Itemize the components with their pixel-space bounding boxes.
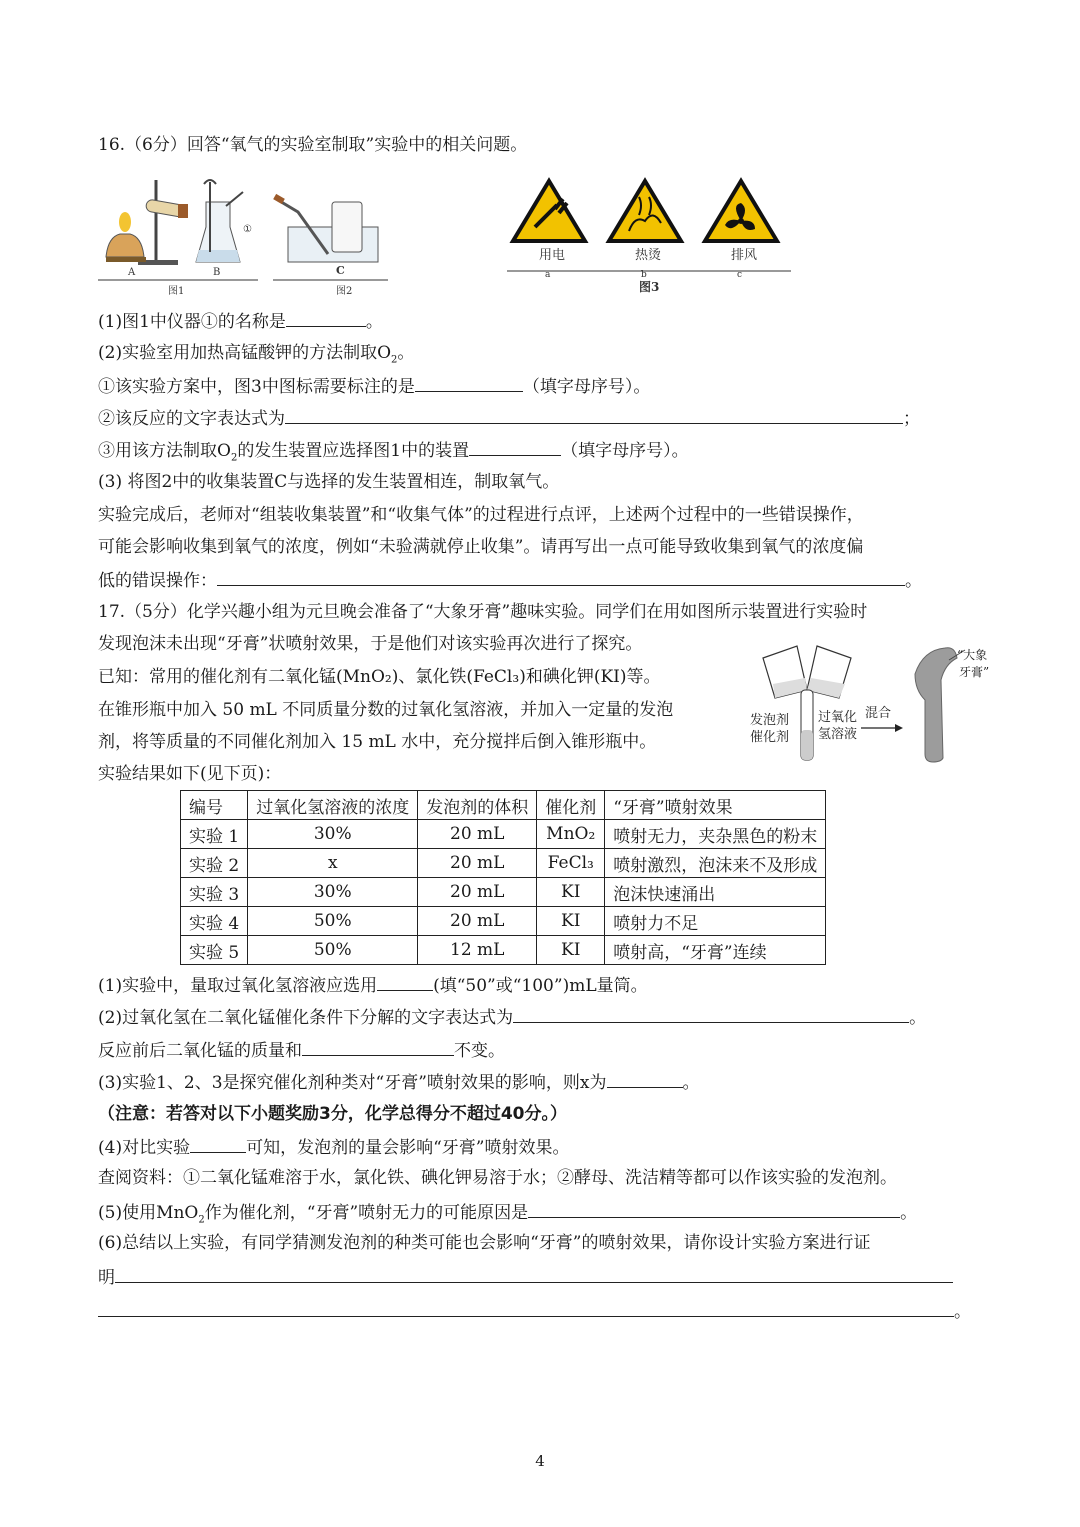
svg-text:热烫: 热烫 — [635, 248, 662, 263]
q16-part3: (3) 将图2中的收集装置C与选择的发生装置相连，制取氧气。 — [98, 472, 560, 492]
table-header-cell: 编号 — [181, 791, 248, 820]
q16-part2b: ②该反应的文字表达式为 ； — [98, 405, 920, 431]
svg-text:图3: 图3 — [639, 280, 660, 294]
svg-text:图2: 图2 — [336, 286, 353, 297]
q17-reference: 查阅资料：①二氧化锰难溶于水，氯化铁、碘化钾易溶于水；②酵母、洗洁精等都可以作该实验的发泡剂。 — [98, 1168, 897, 1188]
table-header-cell: 过氧化氢溶液的浓度 — [248, 791, 418, 820]
q17-sub6-line2: 明 — [98, 1264, 953, 1290]
page-number: 4 — [535, 1452, 545, 1470]
q17-sub2: (2)过氧化氢在二氧化锰催化条件下分解的文字表达式为 。 — [98, 1004, 926, 1030]
q17-method-line1: 在锥形瓶中加入 50 mL 不同质量分数的过氧化氢溶液，并加入一定量的发泡 — [98, 700, 674, 720]
svg-text:催化剂: 催化剂 — [750, 730, 790, 745]
svg-text:用电: 用电 — [539, 248, 566, 263]
bonus-note: （注意：若答对以下小题奖励3分，化学总得分不超过40分。） — [98, 1104, 567, 1124]
q17-header-line1: 17.（5分）化学兴趣小组为元旦晚会准备了“大象牙膏”趣味实验。同学们在用如图所示装置进行实验时 — [98, 602, 868, 622]
q17-sub5: (5)使用MnO$_2$作为催化剂，“牙膏”喷射无力的可能原因是 。 — [98, 1199, 917, 1232]
svg-text:排风: 排风 — [731, 248, 758, 263]
svg-text:图1: 图1 — [168, 286, 185, 297]
q17-header-line2: 发现泡沫未出现“牙膏”状喷射效果，于是他们对该实验再次进行了探究。 — [98, 634, 643, 654]
svg-text:B: B — [213, 267, 221, 278]
svg-text:“大象: “大象 — [957, 648, 988, 662]
q16-part2: (2)实验室用加热高锰酸钾的方法制取$O_2$。 — [98, 343, 415, 366]
answer-blank[interactable] — [190, 1134, 246, 1153]
svg-text:b: b — [641, 270, 647, 280]
svg-text:过氧化: 过氧化 — [818, 710, 858, 725]
answer-blank[interactable] — [302, 1037, 454, 1056]
apparatus-figure — [98, 172, 388, 300]
safety-signs-figure — [505, 175, 795, 297]
svg-text:混合: 混合 — [865, 706, 892, 721]
table-header-cell: 发泡剂的体积 — [418, 791, 537, 820]
hot-surface-warning-icon — [609, 181, 681, 241]
q16-part2c: ③用该方法制取$O_2$的发生装置应选择图1中的装置 （填字母序号）。 — [98, 437, 689, 470]
q17-sub2b: 反应前后二氧化锰的质量和 不变。 — [98, 1037, 505, 1063]
q17-sub3: (3)实验1、2、3是探究催化剂种类对“牙膏”喷射效果的影响，则x为 。 — [98, 1069, 700, 1095]
table-header-cell: “牙膏”喷射效果 — [605, 791, 826, 820]
answer-blank[interactable] — [217, 567, 905, 586]
q16-part3-line2: 可能会影响收集到氧气的浓度，例如“未验满就停止收集”。请再写出一点可能导致收集到氧气的浓度偏 — [98, 537, 864, 557]
table-header-row — [181, 791, 826, 820]
q17-method-line2: 剂，将等质量的不同催化剂加入 15 mL 水中，充分搅拌后倒入锥形瓶中。 — [98, 732, 657, 752]
ventilation-fan-icon — [705, 181, 777, 241]
svg-text:氢溶液: 氢溶液 — [818, 727, 858, 742]
answer-blank[interactable] — [513, 1004, 909, 1023]
elephant-toothpaste-diagram — [745, 640, 990, 768]
q17-sub6: (6)总结以上实验，有同学猜测发泡剂的种类可能也会影响“牙膏”的喷射效果，请你设计实验方案进行证 — [98, 1233, 871, 1253]
svg-text:c: c — [737, 270, 743, 280]
table-row: 实验 1 30% 20 mL MnO₂ 喷射无力，夹杂黑色的粉末 — [181, 820, 826, 849]
answer-blank[interactable] — [286, 308, 366, 327]
q16-part3-line1: 实验完成后，老师对“组装收集装置”和“收集气体”的过程进行点评，上述两个过程中的一些错误操作， — [98, 505, 864, 525]
table-header-cell: 催化剂 — [537, 791, 605, 820]
svg-text:发泡剂: 发泡剂 — [750, 713, 790, 728]
answer-blank[interactable] — [607, 1069, 683, 1088]
table-row: 实验 3 30% 20 mL KI 泡沫快速涌出 — [181, 878, 826, 907]
answer-blank[interactable] — [469, 437, 561, 456]
answer-blank[interactable] — [285, 405, 903, 424]
results-table — [180, 790, 826, 965]
answer-blank[interactable] — [528, 1199, 900, 1218]
q16-header: 16.（6分）回答“氧气的实验室制取”实验中的相关问题。 — [98, 135, 528, 155]
q17-known: 已知：常用的催化剂有二氧化锰(MnO₂)、氯化铁(FeCl₃)和碘化钾(KI)等。 — [98, 667, 661, 687]
q16-part2a: ①该实验方案中，图3中图标需要标注的是 （填字母序号）。 — [98, 373, 650, 399]
answer-blank[interactable] — [98, 1298, 954, 1317]
instrument-marker: ① — [243, 224, 252, 235]
q17-results-intro: 实验结果如下(见下页)： — [98, 764, 282, 784]
q17-sub4: (4)对比实验 可知，发泡剂的量会影响“牙膏”喷射效果。 — [98, 1134, 569, 1160]
answer-blank[interactable] — [377, 972, 433, 991]
electricity-warning-icon — [513, 181, 585, 241]
table-row: 实验 5 50% 12 mL KI 喷射高，“牙膏”连续 — [181, 936, 826, 965]
svg-text:A: A — [128, 267, 136, 278]
q17-sub1: (1)实验中，量取过氧化氢溶液应选用 (填“50”或“100”)mL量筒。 — [98, 972, 648, 998]
table-row: 实验 2 x 20 mL FeCl₃ 喷射激烈，泡沫来不及形成 — [181, 849, 826, 878]
q16-part1: (1)图1中仪器①的名称是 。 — [98, 308, 383, 334]
svg-text:C: C — [336, 264, 345, 277]
answer-blank[interactable] — [415, 373, 523, 392]
svg-text:牙膏”: 牙膏” — [959, 665, 990, 679]
q17-sub6-line3: 。 — [98, 1298, 971, 1324]
answer-blank[interactable] — [115, 1264, 953, 1283]
svg-text:a: a — [545, 270, 551, 280]
table-row: 实验 4 50% 20 mL KI 喷射力不足 — [181, 907, 826, 936]
q16-part3-line3: 低的错误操作： 。 — [98, 567, 922, 593]
